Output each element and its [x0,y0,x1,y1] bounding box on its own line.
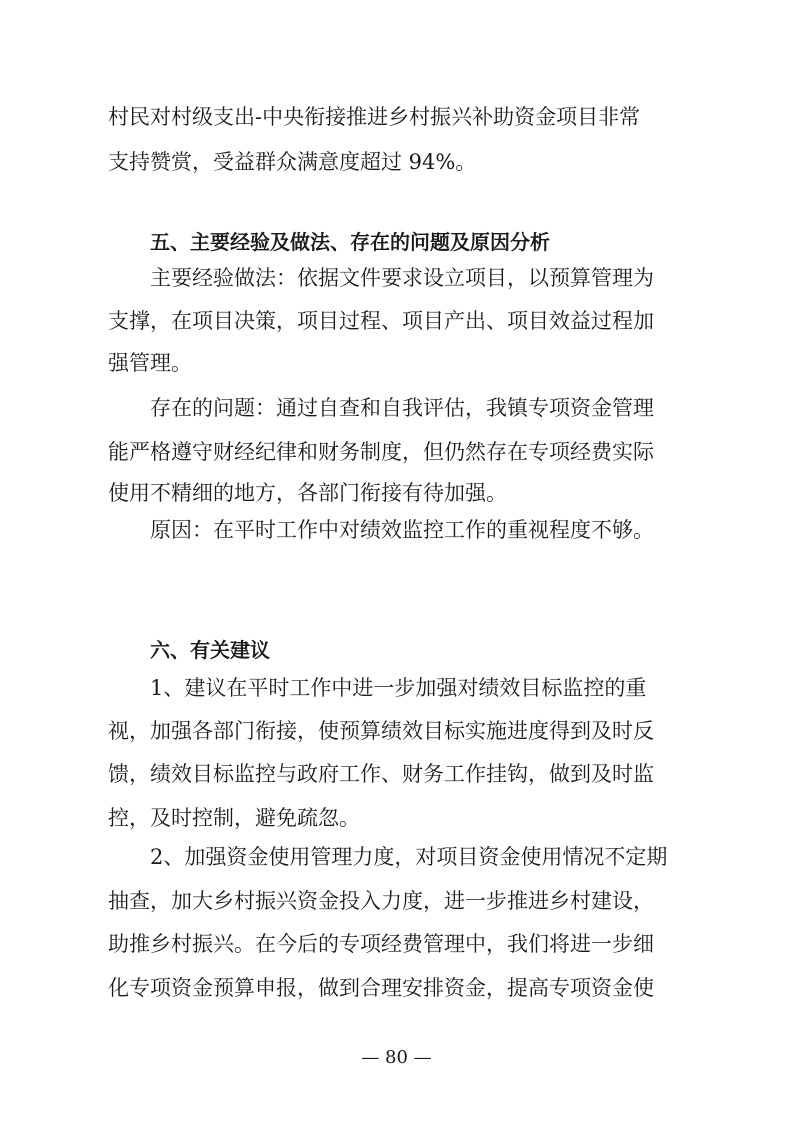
section5-problem-line-1: 存在的问题：通过自查和自我评估，我镇专项资金管理 [150,396,654,420]
section6-suggestion2-line-4: 化专项资金预算申报，做到合理安排资金，提高专项资金使 [108,976,654,1000]
section6-heading: 六、有关建议 [150,638,270,662]
section6-suggestion2-line-2: 抽查，加大乡村振兴资金投入力度，进一步推进乡村建设， [108,889,654,913]
section5-problem-line-2: 能严格遵守财经纪律和财务制度，但仍然存在专项经费实际 [108,440,654,464]
section6-suggestion2-line-3: 助推乡村振兴。在今后的专项经费管理中，我们将进一步细 [108,932,654,956]
section6-suggestion1-line-4: 控，及时控制，避免疏忽。 [108,806,360,830]
section5-experience-line-3: 强管理。 [108,351,192,375]
page-number: — 80 — [361,1047,432,1068]
section6-suggestion1-line-3: 馈，绩效目标监控与政府工作、财务工作挂钩，做到及时监 [108,762,654,786]
section6-suggestion2-line-1: 2、加强资金使用管理力度，对项目资金使用情况不定期 [150,845,668,869]
intro-line-2: 支持赞赏，受益群众满意度超过 94%。 [108,150,477,174]
section6-suggestion1-line-1: 1、建议在平时工作中进一步加强对绩效目标监控的重 [150,676,647,700]
intro-line-1: 村民对村级支出-中央衔接推进乡村振兴补助资金项目非常 [108,105,641,129]
section5-experience-line-1: 主要经验做法：依据文件要求设立项目，以预算管理为 [150,266,654,290]
section5-reason-line-1: 原因：在平时工作中对绩效监控工作的重视程度不够。 [150,518,654,542]
section5-heading: 五、主要经验及做法、存在的问题及原因分析 [150,230,550,254]
section5-problem-line-3: 使用不精细的地方，各部门衔接有待加强。 [108,481,507,505]
section6-suggestion1-line-2: 视，加强各部门衔接，使预算绩效目标实施进度得到及时反 [108,719,654,743]
section5-experience-line-2: 支撑，在项目决策，项目过程、项目产出、项目效益过程加 [108,309,654,333]
